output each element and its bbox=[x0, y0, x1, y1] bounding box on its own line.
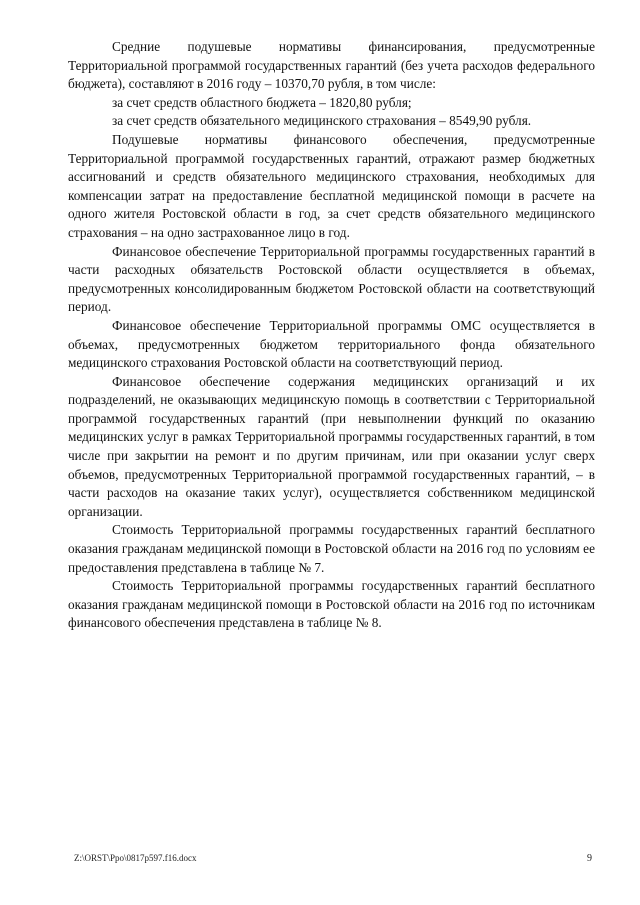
paragraph-cost-table-7: Стоимость Территориальной программы государственных гарантий бесплатного оказания гражданам медицинской помощи в Ростовской области на 2016 год по условиям ее предоставления представлена в таблице № 7. bbox=[68, 522, 595, 575]
footer-file-path: Z:\ORST\Ppo\0817p597.f16.docx bbox=[74, 853, 197, 863]
paragraph-organization-maintenance: Финансовое обеспечение содержания медицинских организаций и их подразделений, не оказывающих медицинскую помощь в соответствии с Территориальной программой государственных гарантий (при невыполнении функций по оказанию медицинских услуг в рамках Территориальной программы государственных гарантий, в том числе при закрытии на ремонт и по другим причинам, или при оказании услуг сверх объемов, предусмотренных Территориальной программой государственных гарантий, – в части расходов на оказание таких услуг), осуществляется собственником медицинской организации. bbox=[68, 373, 595, 519]
paragraph-per-capita-norms: Средние подушевые нормативы финансирования, предусмотренные Территориальной программой государственных гарантий (без учета расходов федерального бюджета), составляют в 2016 году – 10370,70 рубля, в том числе: bbox=[68, 39, 595, 92]
paragraph-regional-budget: за счет средств областного бюджета – 1820,80 рубля; bbox=[112, 94, 412, 110]
document-body bbox=[68, 38, 595, 633]
paragraph-program-funding: Финансовое обеспечение Территориальной программы государственных гарантий в части расходных обязательств Ростовской области осуществляется в объемах, предусмотренных консолидированным бюджетом Ростовской области на соответствующий период. bbox=[68, 243, 595, 315]
paragraph-oms-funds: за счет средств обязательного медицинского страхования – 8549,90 рубля. bbox=[112, 113, 532, 129]
paragraph-cost-table-8: Стоимость Территориальной программы государственных гарантий бесплатного оказания гражданам медицинской помощи в Ростовской области на 2016 год по источникам финансового обеспечения представлена в таблице № 8. bbox=[68, 578, 595, 631]
page-number: 9 bbox=[587, 853, 592, 864]
paragraph-financial-norms: Подушевые нормативы финансового обеспечения, предусмотренные Территориальной программой государственных гарантий, отражают размер бюджетных ассигнований и средств обязательного медицинского страхования, необходимых для компенсации затрат на предоставление бесплатной медицинской помощи в расчете на одного жителя Ростовской области в год, за счет средств обязательного медицинского страхования – на одно застрахованное лицо в год. bbox=[68, 131, 595, 240]
paragraph-oms-program-funding: Финансовое обеспечение Территориальной программы ОМС осуществляется в объемах, предусмотренных бюджетом территориального фонда обязательного медицинского страхования Ростовской области на соответствующий период. bbox=[68, 317, 595, 371]
